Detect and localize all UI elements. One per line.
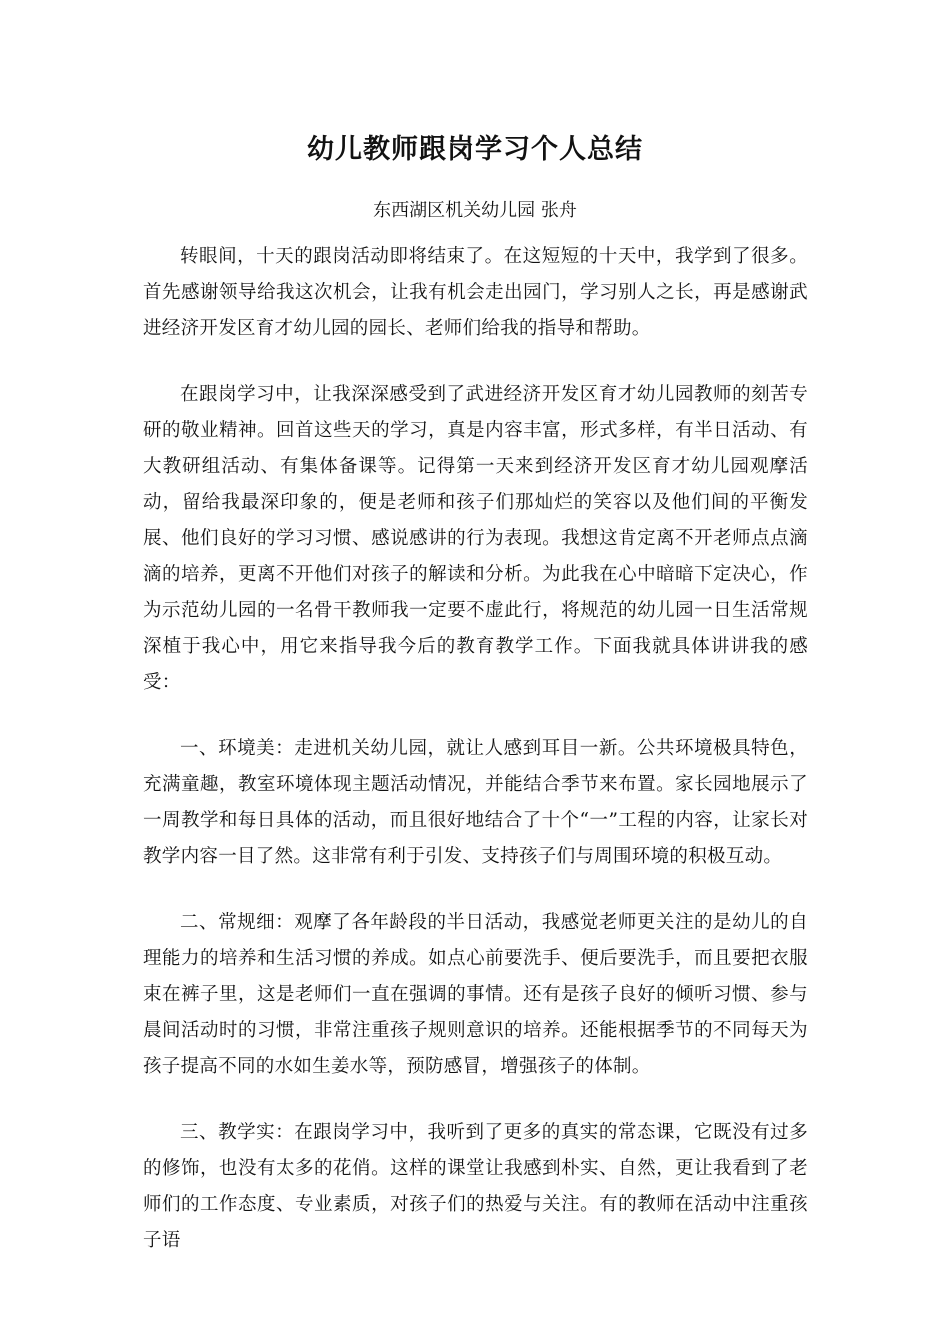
document-body bbox=[143, 239, 808, 1289]
paragraph-intro: 转眼间，十天的跟岗活动即将结束了。在这短短的十天中，我学到了很多。首先感谢领导给我这次机会，让我有机会走出园门，学习别人之长，再是感谢武进经济开发区育才幼儿园的园长、老师们给我的指导和帮助。 bbox=[143, 246, 808, 339]
paragraph-teaching: 三、教学实：在跟岗学习中，我听到了更多的真实的常态课，它既没有过多的修饰，也没有太多的花俏。这样的课堂让我感到朴实、自然，更让我看到了老师们的工作态度、专业素质，对孩子们的热爱与关注。有的教师在活动中注重孩子语 bbox=[143, 1122, 808, 1251]
document-byline: 东西湖区机关幼儿园 张舟 bbox=[373, 200, 577, 221]
paragraph-impression: 在跟岗学习中，让我深深感受到了武进经济开发区育才幼儿园教师的刻苦专研的敬业精神。回首这些天的学习，真是内容丰富，形式多样，有半日活动、有大教研组活动、有集体备课等。记得第一天来到经济开发区育才幼儿园观摩活动，留给我最深印象的，便是老师和孩子们那灿烂的笑容以及他们间的平衡发展、他们良好的学习习惯、感说感讲的行为表现。我想这肯定离不开老师点点滴滴的培养，更离不开他们对孩子的解读和分析。为此我在心中暗暗下定决心，作为示范幼儿园的一名骨干教师我一定要不虚此行，将规范的幼儿园一日生活常规深植于我心中，用它来指导我今后的教育教学工作。下面我就具体讲讲我的感受： bbox=[143, 384, 808, 693]
paragraph-environment: 一、环境美：走进机关幼儿园，就让人感到耳目一新。公共环境极具特色，充满童趣，教室环境体现主题活动情况，并能结合季节来布置。家长园地展示了一周教学和每日具体的活动，而且很好地结合了十个“一”工程的内容，让家长对教学内容一目了然。这非常有利于引发、支持孩子们与周围环境的积极互动。 bbox=[143, 738, 808, 867]
paragraph-routine: 二、常规细：观摩了各年龄段的半日活动，我感觉老师更关注的是幼儿的自理能力的培养和生活习惯的养成。如点心前要洗手、便后要洗手，而且要把衣服束在裤子里，这是老师们一直在强调的事情。还有是孩子良好的倾听习惯、参与晨间活动时的习惯，非常注重孩子规则意识的培养。还能根据季节的不同每天为孩子提高不同的水如生姜水等，预防感冒，增强孩子的体制。 bbox=[143, 912, 808, 1077]
document-title: 幼儿教师跟岗学习个人总结 bbox=[307, 134, 643, 165]
